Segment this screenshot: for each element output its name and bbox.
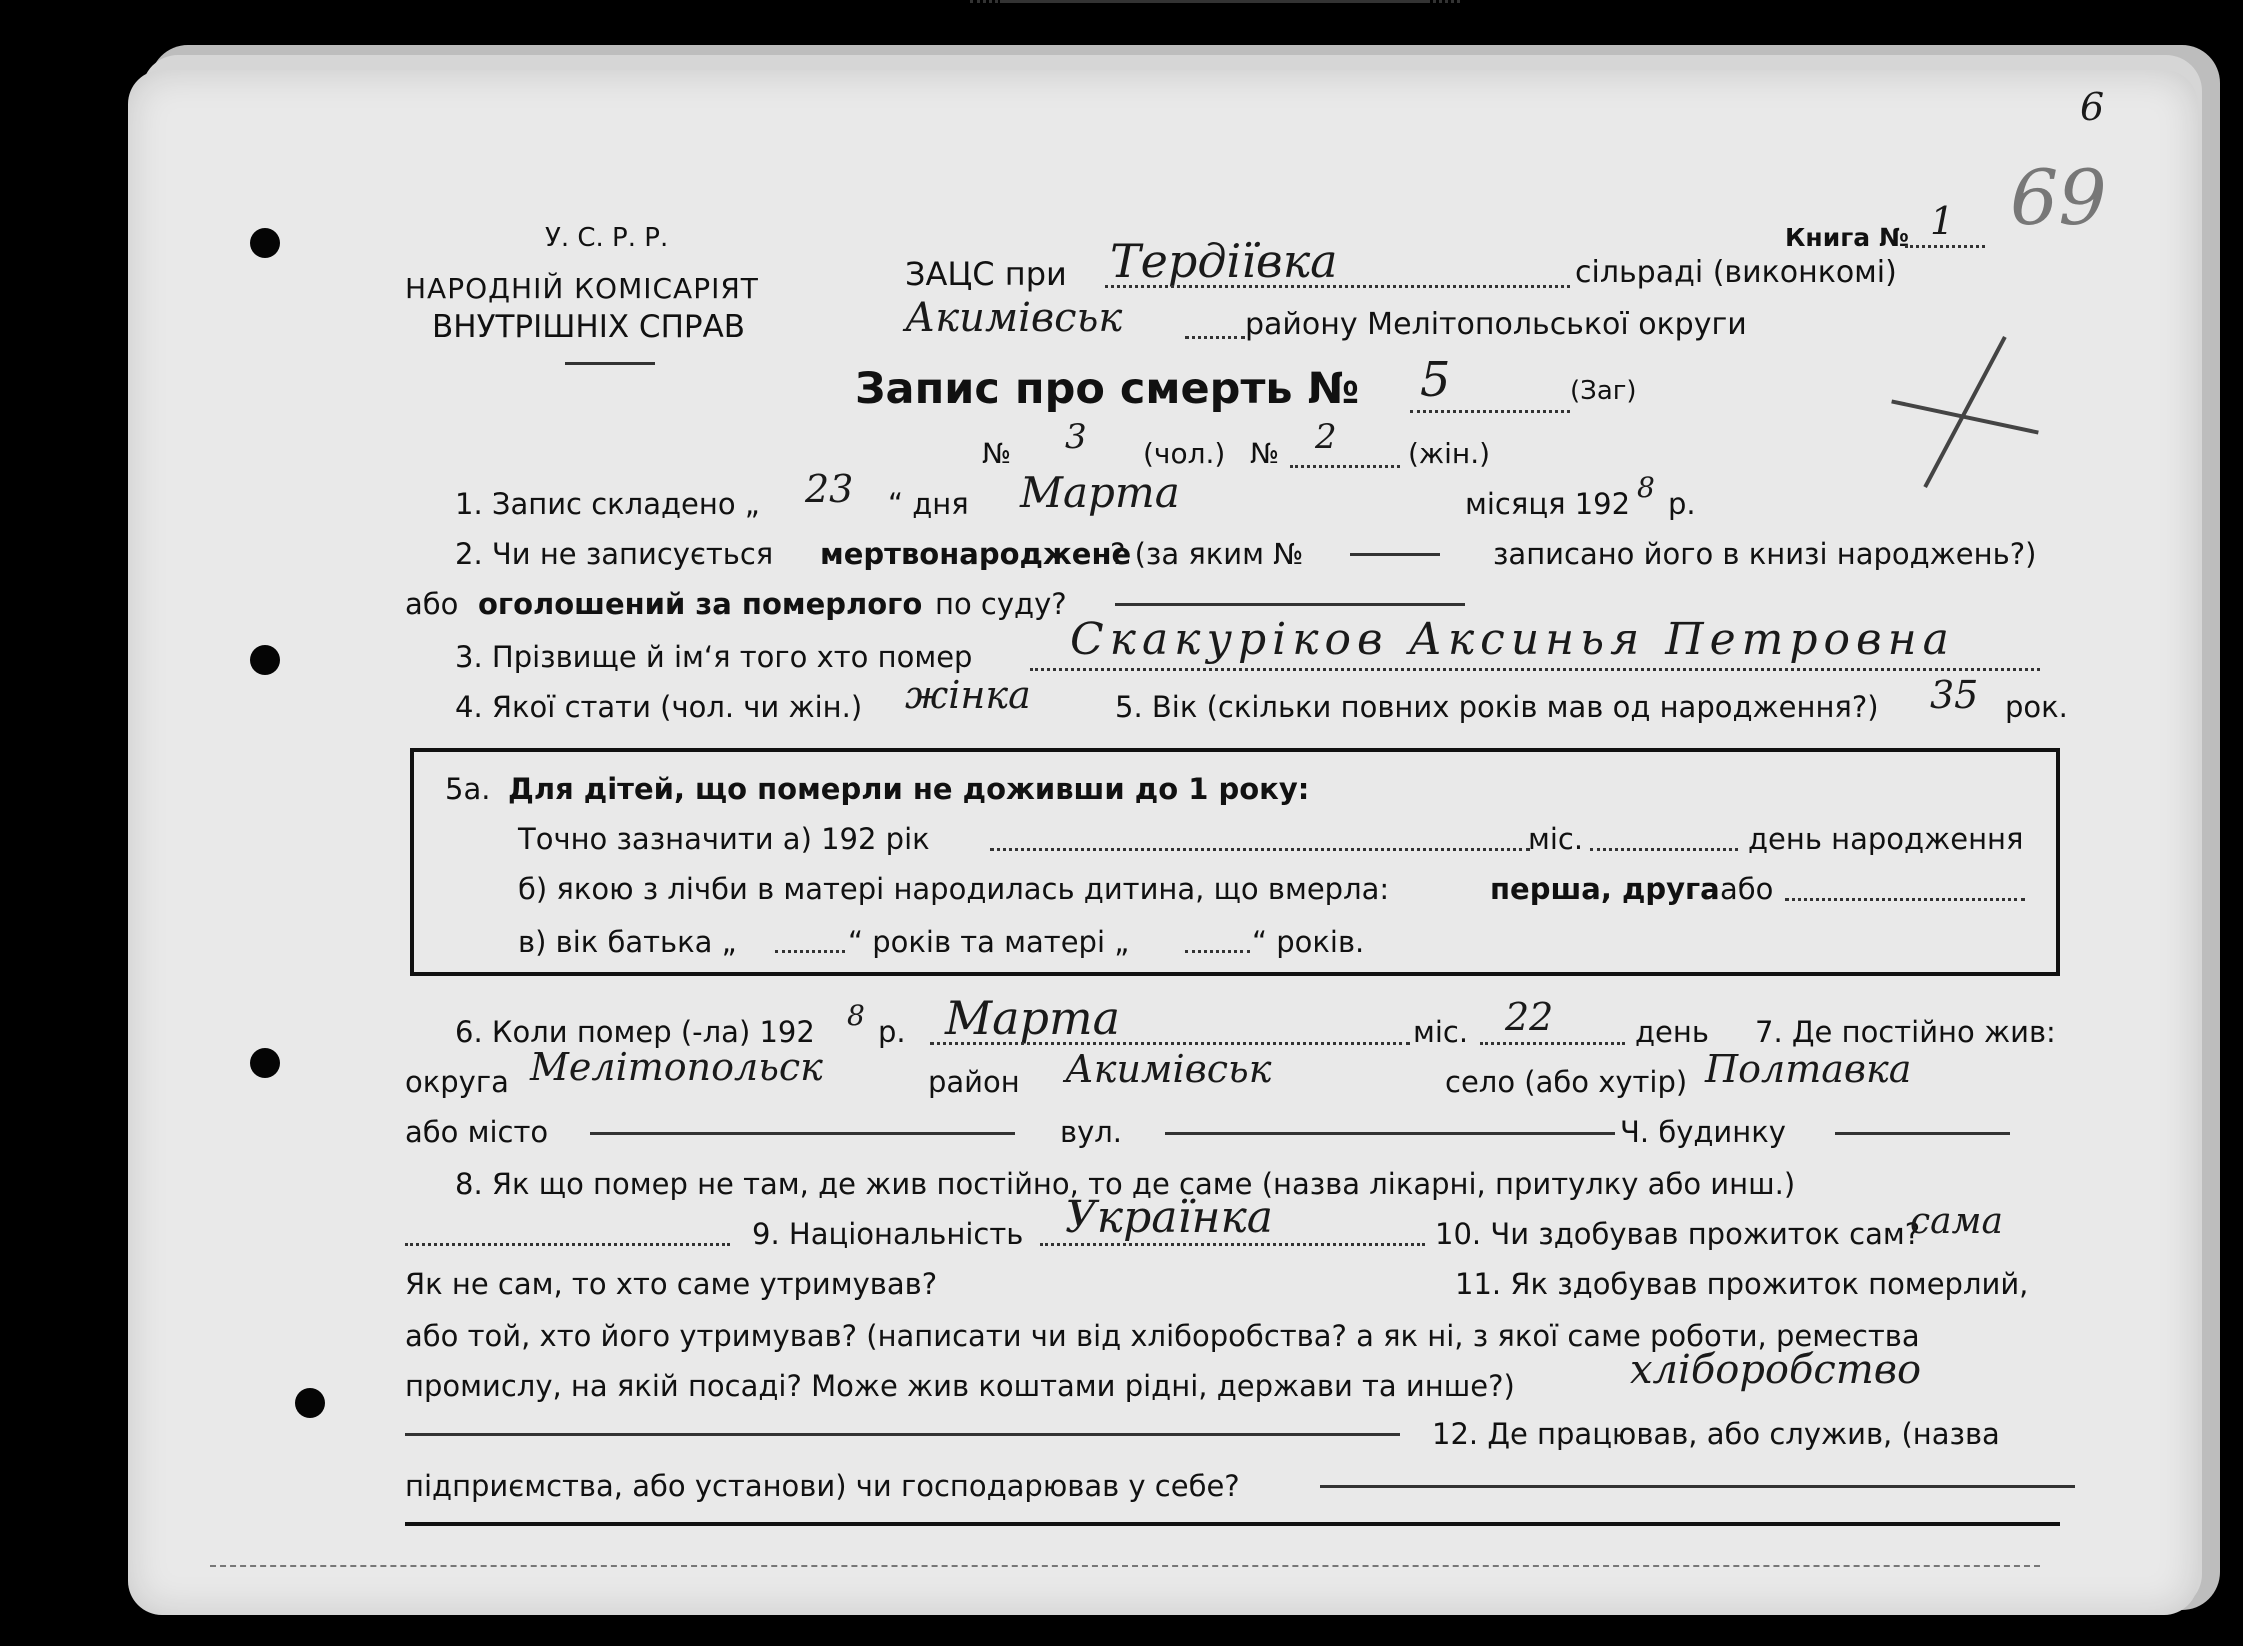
record-number: 5 [1420,352,1451,408]
f6-mis: міс. [1413,1015,1469,1049]
book-value: 1 [1930,199,1955,243]
f1-year: 8 [1637,471,1655,504]
punch-hole-2 [250,645,280,675]
book-label: Книга № [1785,223,1909,252]
f1-end: р. [1668,487,1696,521]
punch-hole-3 [250,1048,280,1078]
vul-label: вул. [1060,1115,1123,1149]
misto-line [590,1132,1015,1135]
f3-value: Скакуріков Аксинья Петровна [1070,614,1955,665]
selo-value: Полтавка [1705,1047,1912,1091]
f5a-mother-line [1185,950,1250,953]
male-number: 3 [1065,417,1087,457]
f2-court-line [1115,603,1465,606]
selo-label: село (або хутір) [1445,1065,1688,1099]
f12-line [1320,1485,2075,1488]
f4-label: 4. Якої стати (чол. чи жін.) [455,690,863,724]
f5a-a2: міс. [1528,822,1584,856]
f2-line2-a: або [405,587,459,621]
commissariat-line-1: НАРОДНІЙ КОМІСАРІЯТ [405,272,759,305]
f9-line [1040,1243,1425,1246]
f6-day: 22 [1505,995,1554,1039]
f5a-a3: день народження [1748,822,2024,856]
f5a-b1: б) якою з лічби в матері народилась дитина, що вмерла: [518,872,1390,906]
bottom-rule [405,1522,2060,1526]
council-suffix: сільраді (виконкомі) [1575,255,1897,290]
record-title: Запис про смерть № [855,364,1360,414]
female-label: (жін.) [1408,437,1491,470]
f11-continuation-line [405,1433,1400,1436]
raion-label: район [928,1065,1020,1099]
f1-month: Марта [1020,468,1180,517]
f2-a: 2. Чи не записується [455,537,774,571]
f5a-num: 5а. [445,772,491,806]
female-no-label: № [1250,437,1280,470]
f5a-title: Для дітей, що померли не доживши до 1 року: [508,772,1310,806]
district-value: Акимівськ [905,295,1123,341]
f4-value: жінка [905,673,1031,717]
f5a-c3: “ років. [1252,925,1365,959]
f5a-b2: або [1720,872,1774,906]
archive-stamp-number: 69 [2010,153,2107,242]
okruga-value: Мелітопольск [530,1045,823,1089]
zags-label: ЗАЦС при [905,255,1067,293]
f5-unit: рок. [2005,690,2068,724]
female-number: 2 [1315,417,1337,457]
female-number-line [1290,465,1400,468]
vul-line [1165,1132,1615,1135]
f2-number-line [1350,553,1440,556]
f6-day-line [1480,1042,1625,1045]
general-label: (Заг) [1570,376,1637,406]
f5a-a1: Точно зазначити а) 192 рік [518,822,930,856]
f8-place-line [405,1243,730,1246]
f6-day-label: день [1635,1015,1709,1049]
village-council-line [1105,285,1570,288]
f11-line2: або той, хто його утримував? (написати чи від хліборобства? а як ні, з якої саме роботи, ремества [405,1319,1920,1353]
f2-c: записано його в книзі народжень?) [1493,537,2037,571]
f2-bold: мертвонароджене [820,537,1132,571]
ussr-label: У. С. Р. Р. [545,223,669,253]
commissariat-line-2: ВНУТРІШНІХ СПРАВ [432,309,746,345]
f6-label: 6. Коли помер (-ла) 192 [455,1015,815,1049]
f12-line2: підприємства, або установи) чи господарював у себе? [405,1469,1240,1503]
f3-line [1030,668,2040,671]
f11-line3: промислу, на якій посаді? Може жив коштами рідні, держави та инше?) [405,1369,1515,1403]
okruga-label: округа [405,1065,509,1099]
f5a-c2: “ років та матері „ [848,925,1130,959]
male-label: (чол.) [1143,437,1226,470]
f1-day: 23 [805,467,854,511]
f7-label: 7. Де постійно жив: [1755,1015,2056,1049]
punch-hole-4 [295,1388,325,1418]
f6-month: Марта [945,991,1121,1045]
district-suffix: району Мелітопольської округи [1245,307,1747,342]
f11-line1: 11. Як здобував прожиток померлий, [1455,1267,2029,1301]
f9-label: 9. Національність [752,1217,1024,1251]
f5a-year-line [990,848,1530,851]
f1-suffix: місяця 192 [1465,487,1631,521]
district-line [1185,336,1245,339]
budynok-label: Ч. будинку [1620,1115,1786,1149]
male-no-label: № [982,437,1012,470]
f12-line1: 12. Де працював, або служив, (назва [1432,1417,2000,1451]
f5a-c1: в) вік батька „ [518,925,737,959]
header-underline [565,362,655,365]
raion-value: Акимівськ [1065,1047,1272,1091]
f6-month-line [930,1042,1410,1045]
f10-label: 10. Чи здобував прожиток сам? [1435,1217,1921,1251]
bottom-dash [210,1565,2040,1567]
page-number: 6 [2080,85,2105,129]
f2-line2-bold: оголошений за померлого [478,587,923,621]
f5a-order-line [1785,898,2025,901]
misto-label: або місто [405,1115,549,1149]
budynok-line [1835,1132,2010,1135]
f5-label: 5. Вік (скільки повних років мав од народження?) [1115,690,1879,724]
f1-prefix: 1. Запис складено „ [455,487,760,521]
punch-hole-1 [250,228,280,258]
f10-value: сама [1910,1201,2003,1242]
f5a-father-line [775,950,845,953]
f10b-line [1000,0,1430,3]
f8-label: 8. Як що помер не там, де жив постійно, то де саме (назва лікарні, притулку або инш.) [455,1167,1796,1201]
record-number-line [1410,410,1570,413]
f2-b: ? (за яким № [1110,537,1304,571]
f5a-month-line [1590,848,1738,851]
book-value-line [1905,245,1985,248]
f10b-label: Як не сам, то хто саме утримував? [405,1267,938,1301]
f9-value: Українка [1065,1192,1274,1243]
village-council-value: Тердіївка [1110,234,1338,288]
f6-r: р. [878,1015,906,1049]
f2-line2-b: по суду? [935,587,1067,621]
f1-mid: “ дня [888,487,969,521]
f3-label: 3. Прізвище й ім‘я того хто помер [455,640,973,674]
f5a-b-bold: перша, друга [1490,872,1720,906]
f5-value: 35 [1930,673,1979,717]
f11-value: хліборобство [1630,1347,1922,1393]
f6-year: 8 [847,999,865,1032]
